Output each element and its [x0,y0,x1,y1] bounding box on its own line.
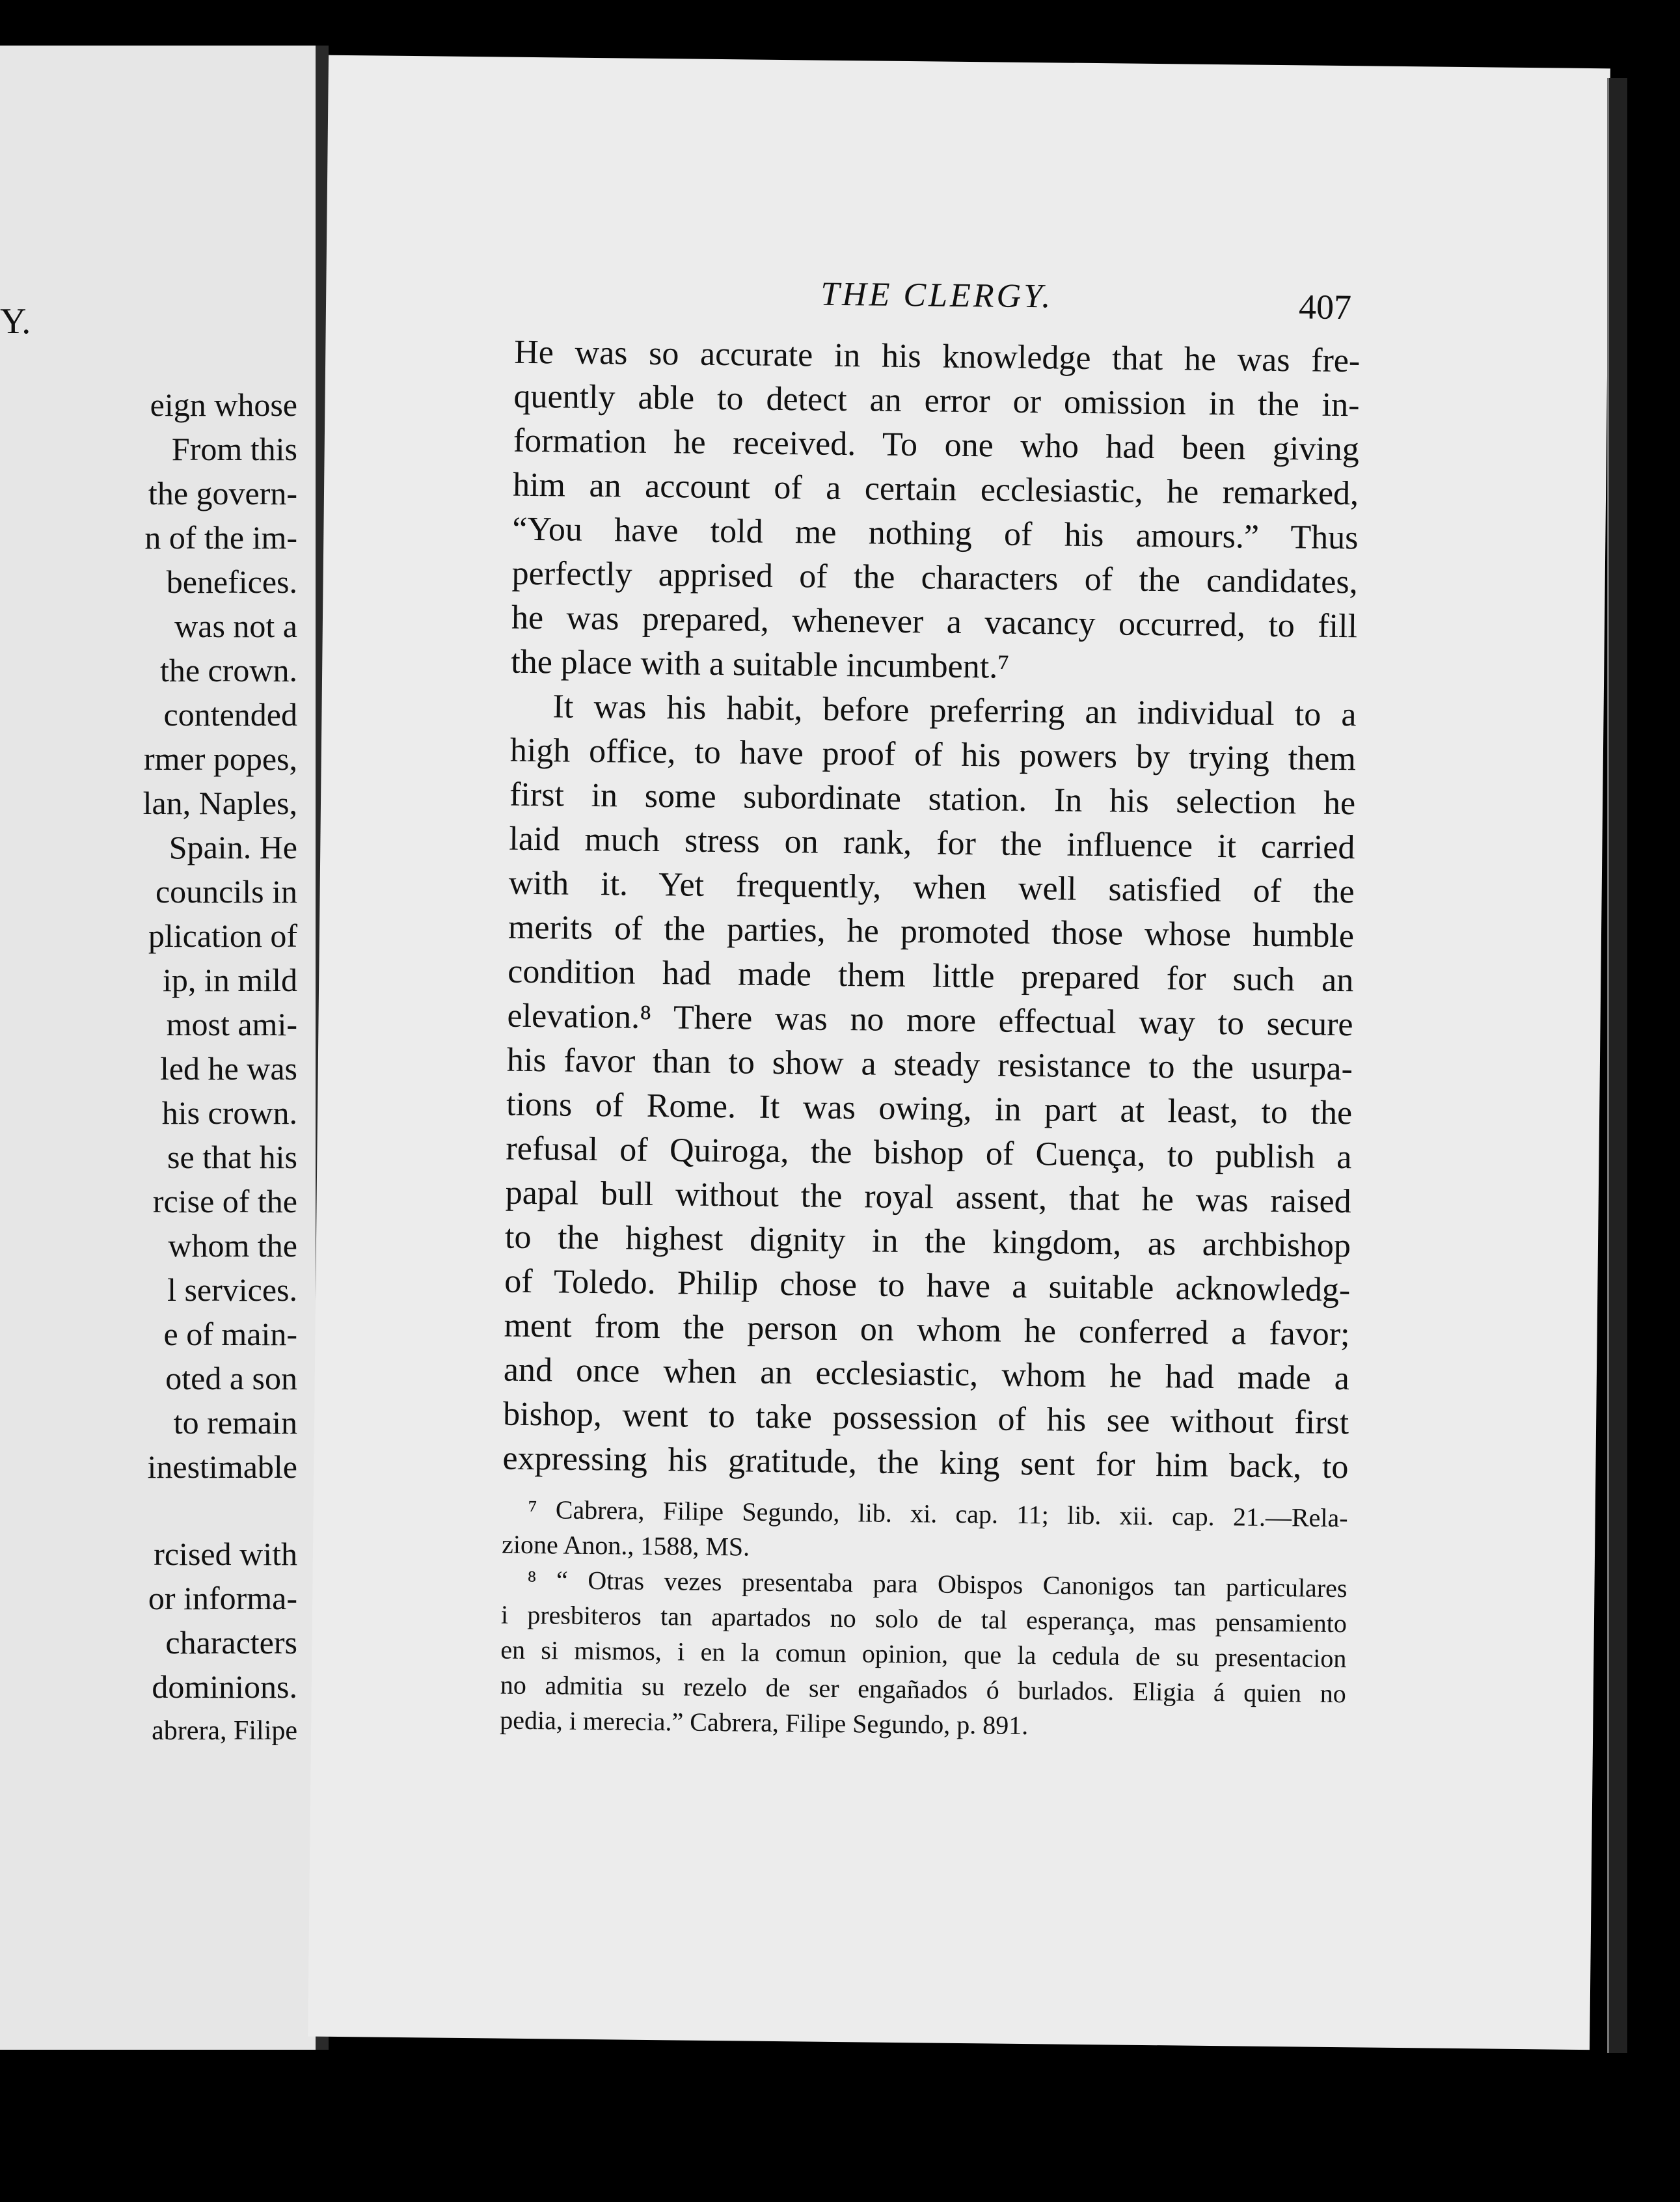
body-line: his favor than to show a steady resistance to the usurpa- [506,1041,1353,1088]
left-line: From this [171,431,297,467]
body-line: laid much stress on rank, for the influence it carried [509,820,1355,867]
body-line: perfectly apprised of the characters of the candidates, [511,554,1358,601]
left-line: e of main- [163,1316,297,1352]
left-line: whom the [168,1227,297,1264]
body-line: merits of the parties, he promoted those whose humble [508,908,1355,955]
body-line: to the highest dignity in the kingdom, as archbishop [504,1218,1351,1265]
body-line: bishop, went to take possession of his see without first [502,1395,1349,1442]
body-line: tions of Rome. It was owing, in part at least, to the [506,1085,1353,1132]
left-line: dominions. [152,1668,297,1705]
left-line: se that his [167,1139,297,1175]
body-line: formation he received. To one who had been giving [513,422,1360,469]
left-line: oted a son [165,1360,297,1396]
body-text [502,331,1360,1490]
left-line: was not a [174,608,297,644]
body-line: elevation.⁸ There was no more effectual way to secure [507,997,1353,1044]
left-line: Spain. He [169,829,297,865]
body-line: he was prepared, whenever a vacancy occurred, to fill [511,599,1358,646]
left-page-text [143,383,297,1753]
running-head: THE CLERGY. [820,275,1053,316]
body-line: expressing his gratitude, the king sent for him back, to [502,1439,1349,1486]
left-running-head: Y. [0,301,31,342]
body-line: and once when an ecclesiastic, whom he had made a [503,1351,1350,1398]
footnote-line: ⁷ Cabrera, Filipe Segundo, lib. xi. cap. 11; lib. xii. cap. 21.—Rela- [528,1495,1348,1533]
page-number: 407 [1298,287,1352,327]
left-line: lan, Naples, [142,785,297,821]
left-footnote-fragment: abrera, Filipe [152,1716,297,1746]
left-line: the govern- [148,475,297,511]
body-line: quently able to detect an error or omission in the in- [513,377,1360,424]
left-line: rmer popes, [143,741,297,777]
left-line: plication of [148,918,297,954]
body-line: high office, to have proof of his powers by trying them [509,731,1357,778]
left-line: n of the im- [144,519,297,556]
footnote-line: pedia, i merecia.” Cabrera, Filipe Segundo, p. 891. [500,1705,1029,1741]
left-line: inestimable [147,1448,297,1485]
body-line: It was his habit, before preferring an individual to a [552,688,1357,734]
body-line: papal bull without the royal assent, that he was raised [505,1174,1351,1221]
body-line: him an account of a certain ecclesiastic, he remarked, [512,466,1359,513]
left-line: rcise of the [152,1183,297,1219]
footnote-line: no admitia su rezelo de ser engañados ó burlados. Eligia á quien no [500,1670,1347,1709]
left-line: his crown. [161,1094,297,1131]
footnote-line: zione Anon., 1588, MS. [501,1529,750,1562]
left-line: to remain [173,1404,297,1441]
left-line: the crown. [159,652,297,688]
page-edge [1607,78,1627,2053]
left-line: benefices. [166,564,297,600]
body-line: He was so accurate in his knowledge that he was fre- [513,333,1361,380]
body-line: first in some subordinate station. In his selection he [509,776,1356,822]
left-line: councils in [155,873,297,910]
footnote-line: en si mismos, i en la comun opinion, que la cedula de su presentacion [500,1635,1347,1674]
left-line: most ami- [166,1006,297,1042]
body-line: with it. Yet frequently, when well satisfied of the [508,864,1355,911]
left-page [0,46,316,2050]
left-line: rcised with [154,1536,297,1572]
body-line: condition had made them little prepared for such an [508,953,1354,999]
left-line: eign whose [150,387,297,423]
footnote-line: ⁸ “ Otras vezes presentaba para Obispos Canonigos tan particulares [527,1565,1348,1603]
body-line: ment from the person on whom he conferred a favor; [504,1307,1350,1353]
left-line: contended [163,696,297,733]
left-line: ip, in mild [163,962,297,998]
body-line: refusal of Quiroga, the bishop of Cuença, to publish a [506,1130,1352,1176]
right-page [308,55,1610,2050]
left-line: or informa- [148,1580,297,1616]
left-line: led he was [159,1050,297,1087]
footnotes [500,1492,1348,1747]
body-line: of Toledo. Philip chose to have a suitable acknowledg- [504,1262,1351,1309]
footnote-line: i presbiteros tan apartados no solo de tal esperança, mas pensamiento [500,1599,1348,1638]
left-line: l services. [167,1271,297,1308]
left-line: characters [165,1624,297,1661]
body-line: “You have told me nothing of his amours.” Thus [512,510,1359,557]
body-line: the place with a suitable incumbent.⁷ [511,643,1010,686]
